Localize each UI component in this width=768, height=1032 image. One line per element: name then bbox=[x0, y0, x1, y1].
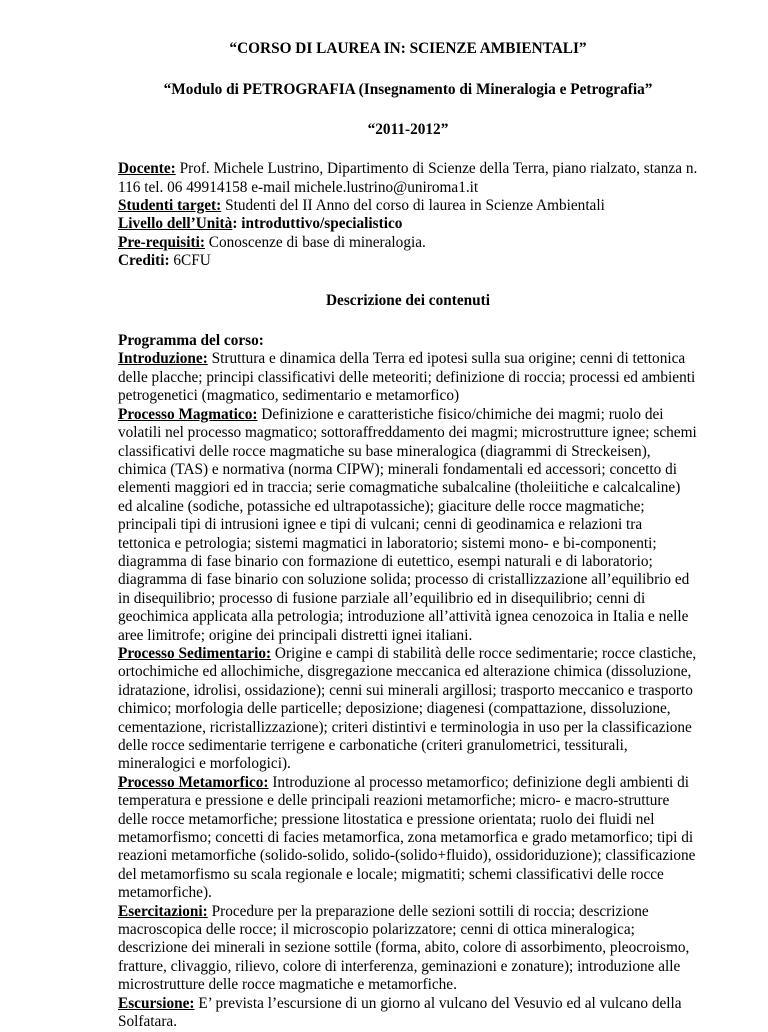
studenti-text: Studenti del II Anno del corso di laurea in Scienze Ambientali bbox=[221, 197, 605, 215]
section-text: Origine e campi di stabilità delle rocce sedimentarie; rocce clastiche, ortochimiche ed allochimiche, disgregazione meccanica ed alterazione chimica (dissoluzione, idratazione, idrolisi, ossidazione); cenni sui minerali argillosi; trasporto meccanico e trasporto chimico; morfologia delle particelle; deposizione; diagenesi (compattazione, dissoluzione, cementazione, ricristallizzazione); criteri distintivi e terminologia in uso per la classificazione delle rocce sedimentarie terrigene e carbonatiche (criteri granulometrici, tessiturali, mineralogici e morfologici). bbox=[118, 644, 697, 773]
document-page bbox=[118, 40, 698, 1032]
section-label: Esercitazioni: bbox=[118, 902, 208, 920]
section-label: Processo Metamorfico: bbox=[118, 773, 269, 791]
crediti-label: Crediti: bbox=[118, 252, 170, 270]
prereq-text: Conoscenze di base di mineralogia. bbox=[204, 233, 426, 251]
prereq-line bbox=[118, 234, 698, 252]
section-label: Processo Sedimentario: bbox=[118, 644, 272, 662]
section-esercitazioni bbox=[118, 903, 698, 995]
prereq-label: Pre-requisiti: bbox=[118, 233, 205, 251]
livello-line bbox=[118, 215, 698, 233]
module-title: “Modulo di PETROGRAFIA (Insegnamento di Mineralogia e Petrografia” bbox=[163, 81, 653, 99]
course-info bbox=[118, 160, 698, 270]
section-text: Introduzione al processo metamorfico; definizione degli ambienti di temperatura e pressione e delle principali reazioni metamorfiche; micro- e macro-strutture delle rocce metamorfiche; pressione litostatica e pressione orientata; ruolo dei fluidi nel metamorfismo; concetti di facies metamorfica, zona metamorfica e grado metamorfico; tipi di reazioni metamorfiche (solido-solido, solido-(solido+fluido), ossidoriduzione); classificazione del metamorfismo su scala regionale e locale; migmatiti; schemi classificativi delle rocce metamorfiche). bbox=[118, 773, 696, 902]
section-metamorfico bbox=[118, 774, 698, 903]
section-introduzione bbox=[118, 350, 698, 405]
docente-text: Prof. Michele Lustrino, Dipartimento di Scienze della Terra, piano rialzato, stanza n. 116 tel. 06 49914158 e-mail michele.lustrino@uniroma1.it bbox=[118, 160, 698, 196]
academic-year: “2011-2012” bbox=[367, 120, 449, 138]
section-sedimentario bbox=[118, 645, 698, 774]
section-label: Introduzione: bbox=[118, 350, 208, 368]
studenti-label: Studenti target: bbox=[118, 197, 222, 215]
section-text: Procedure per la preparazione delle sezioni sottili di roccia; descrizione macroscopica delle rocce; il microscopio polarizzatore; cenni di ottica mineralogica; descrizione dei minerali in sezione sottile (forma, abito, colore di assorbimento, pleocroismo, fratture, clivaggio, rilievo, colore di interferenza, geminazioni e zonature); introduzione alle microstrutture delle rocce magmatiche e metamorfiche. bbox=[118, 902, 690, 994]
section-magmatico bbox=[118, 406, 698, 645]
course-title: “CORSO DI LAUREA IN: SCIENZE AMBIENTALI” bbox=[229, 40, 587, 57]
studenti-line bbox=[118, 197, 698, 215]
crediti-line bbox=[118, 252, 698, 270]
section-label: Escursione: bbox=[118, 994, 195, 1012]
program-title: Programma del corso: bbox=[118, 332, 264, 350]
docente-line bbox=[118, 160, 698, 197]
livello-text: : introduttivo/specialistico bbox=[232, 215, 403, 233]
section-text: E’ prevista l’escursione di un giorno al vulcano del Vesuvio ed al vulcano della Solfatara. bbox=[118, 994, 682, 1031]
docente-label: Docente: bbox=[118, 160, 176, 178]
section-label: Processo Magmatico: bbox=[118, 405, 258, 423]
program-section bbox=[118, 332, 698, 1031]
crediti-text: 6CFU bbox=[169, 252, 211, 270]
section-text: Definizione e caratteristiche fisico/chimiche dei magmi; ruolo dei volatili nel processo magmatico; sottoraffreddamento dei magmi; microstrutture ignee; schemi classificativi delle rocce magmatiche su base mineralogica (diagrammi di Streckeisen), chimica (TAS) e normativa (norma CIPW); minerali fondamentali ed accessori; concetto di elementi maggiori ed in traccia; serie comagmatiche subalcaline (tholeiitiche e calcalcaline) ed alcaline (sodiche, potassiche ed ultrapotassiche); giaciture delle rocce magmatiche; principali tipi di intrusioni ignee e tipi di vulcani; cenni di geodinamica e relazioni tra tettonica e petrologia; sistemi magmatici in laboratorio; sistemi mono- e bi-componenti; diagramma di fase binario con formazione di eutettico, esempi naturali e di laboratorio; diagramma di fase binario con soluzione solida; processo di cristallizzazione all’equilibrio ed in disequilibrio; processo di fusione parziale all’equilibrio ed in disequilibrio; cenni di geochimica applicata alla petrologia; introduzione all’attività ignea cenozoica in Italia e nelle aree limitrofe; origine dei principali distretti ignei italiani. bbox=[118, 405, 697, 644]
section-heading: Descrizione dei contenuti bbox=[326, 291, 490, 309]
section-escursione bbox=[118, 995, 698, 1032]
section-text: Struttura e dinamica della Terra ed ipotesi sulla sua origine; cenni di tettonica delle placche; principi classificativi delle meteoriti; definizione di roccia; processi ed ambienti petrogenetici (magmatico, sedimentario e metamorfico) bbox=[118, 350, 696, 405]
livello-label: Livello dell’Unità bbox=[118, 215, 233, 233]
